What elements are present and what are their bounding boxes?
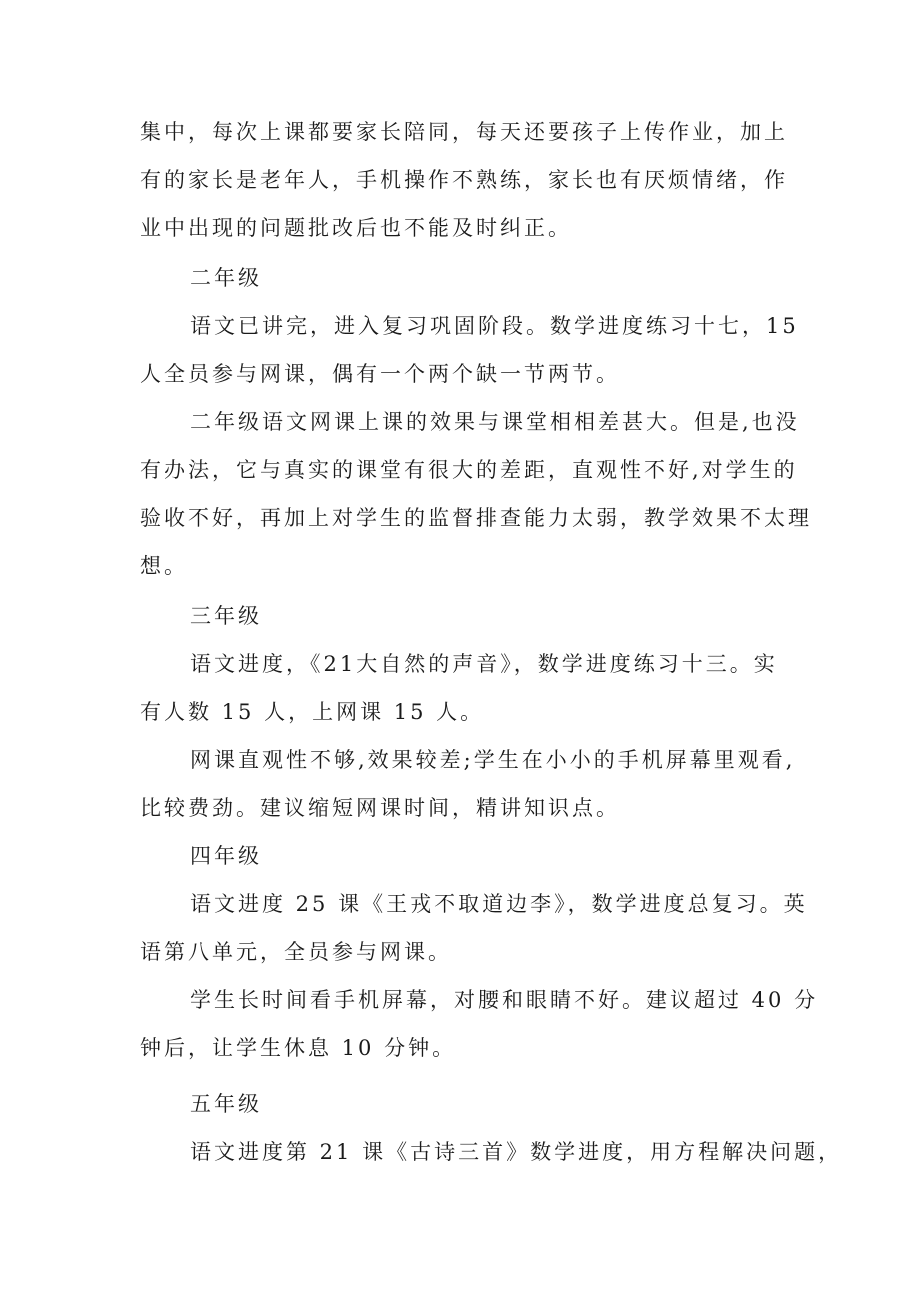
text-line: 比较费劲。建议缩短网课时间，精讲知识点。 bbox=[140, 796, 620, 820]
section-heading: 五年级 bbox=[190, 1092, 262, 1116]
text-line: 业中出现的问题批改后也不能及时纠正。 bbox=[140, 216, 572, 240]
section-heading: 三年级 bbox=[190, 604, 262, 628]
text-line: 有人数 15 人，上网课 15 人。 bbox=[140, 700, 485, 724]
section-heading: 四年级 bbox=[190, 844, 262, 868]
text-line: 语文进度 25 课《王戎不取道边李》，数学进度总复习。英 bbox=[190, 892, 808, 916]
text-line: 语文进度，《21大自然的声音》，数学进度练习十三。实 bbox=[190, 652, 778, 676]
text-line: 想。 bbox=[140, 554, 188, 578]
text-line: 语文进度第 21 课《古诗三首》数学进度，用方程解决问题， bbox=[190, 1140, 843, 1164]
text-line: 语第八单元，全员参与网课。 bbox=[140, 940, 452, 964]
text-line: 学生长时间看手机屏幕，对腰和眼睛不好。建议超过 40 分 bbox=[190, 988, 819, 1012]
text-line: 集中，每次上课都要家长陪同，每天还要孩子上传作业，加上 bbox=[140, 120, 788, 144]
text-line: 验收不好，再加上对学生的监督排查能力太弱，教学效果不太理 bbox=[140, 506, 812, 530]
text-line: 网课直观性不够,效果较差;学生在小小的手机屏幕里观看, bbox=[190, 748, 796, 772]
text-line: 有办法，它与真实的课堂有很大的差距，直观性不好,对学生的 bbox=[140, 458, 798, 482]
text-line: 语文已讲完，进入复习巩固阶段。数学进度练习十七，15 bbox=[190, 314, 799, 338]
text-line: 二年级语文网课上课的效果与课堂相相差甚大。但是,也没 bbox=[190, 410, 800, 434]
text-line: 钟后，让学生休息 10 分钟。 bbox=[140, 1036, 457, 1060]
text-line: 人全员参与网课，偶有一个两个缺一节两节。 bbox=[140, 362, 620, 386]
section-heading: 二年级 bbox=[190, 266, 262, 290]
text-line: 有的家长是老年人，手机操作不熟练，家长也有厌烦情绪，作 bbox=[140, 168, 788, 192]
